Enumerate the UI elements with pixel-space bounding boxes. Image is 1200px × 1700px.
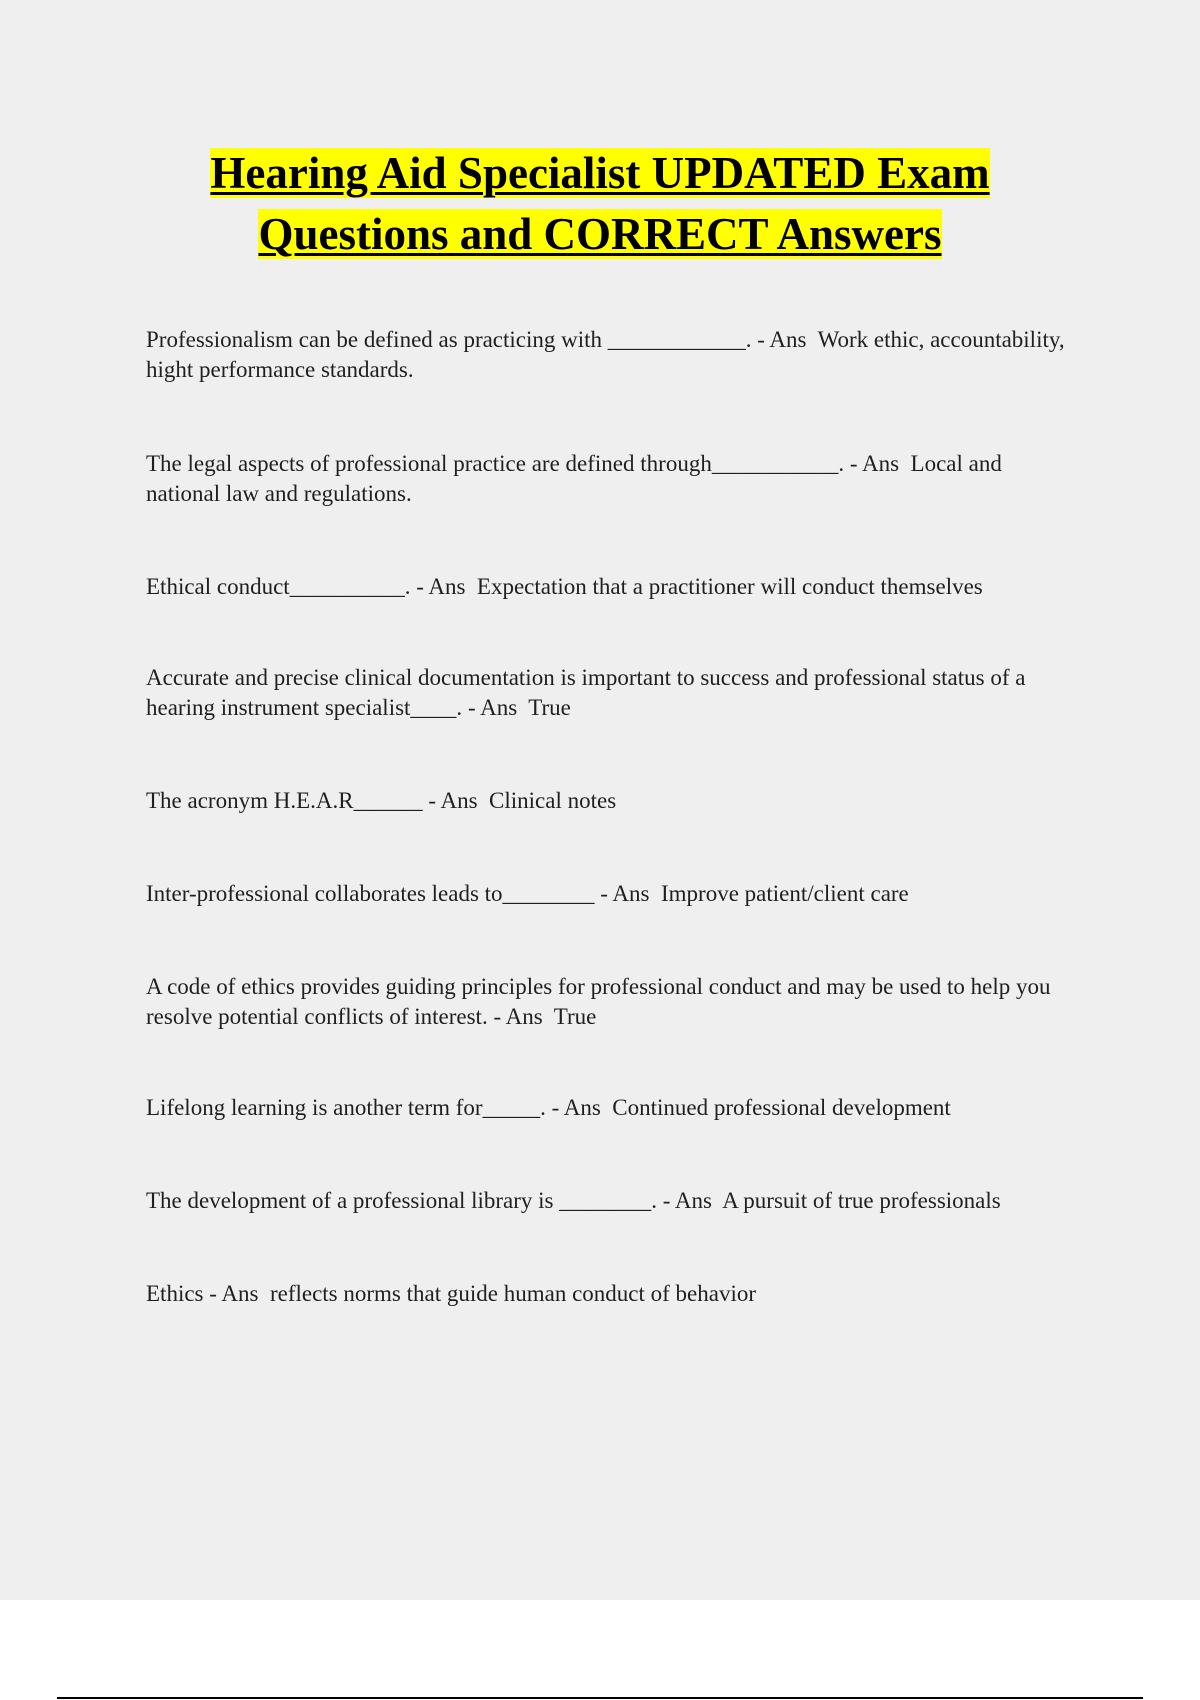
answer-separator: - Ans bbox=[751, 327, 818, 352]
qa-item bbox=[146, 786, 1076, 816]
qa-item bbox=[146, 325, 1076, 385]
answer-separator: - Ans bbox=[487, 1004, 554, 1029]
qa-item bbox=[146, 572, 1076, 602]
question-text: Ethical conduct__________. bbox=[146, 574, 411, 599]
answer-text: True bbox=[553, 1004, 597, 1029]
question-text: The acronym H.E.A.R______ bbox=[146, 788, 423, 813]
question-text: The development of a professional library is ________. bbox=[146, 1188, 657, 1213]
question-text: Inter-professional collaborates leads to________ bbox=[146, 881, 595, 906]
answer-text: Work ethic, accountability, hight performance standards. bbox=[146, 327, 1071, 382]
answer-text: Improve patient/client care bbox=[661, 881, 909, 906]
answer-text: Continued professional development bbox=[612, 1095, 951, 1120]
question-text: The legal aspects of professional practice are defined through___________. bbox=[146, 451, 845, 476]
answer-separator: - Ans bbox=[462, 695, 529, 720]
answer-text: Clinical notes bbox=[489, 788, 617, 813]
qa-item bbox=[146, 972, 1076, 1032]
question-text: Lifelong learning is another term for_____. bbox=[146, 1095, 546, 1120]
qa-item bbox=[146, 879, 1076, 909]
question-text: A code of ethics provides guiding principles for professional conduct and may be used to help you resolve potential conflicts of interest. bbox=[146, 974, 1057, 1029]
answer-separator: - Ans bbox=[203, 1281, 270, 1306]
answer-text: reflects norms that guide human conduct of behavior bbox=[269, 1281, 756, 1306]
qa-item bbox=[146, 449, 1076, 509]
answer-separator: - Ans bbox=[657, 1188, 723, 1213]
title-line-2: Questions and CORRECT Answers bbox=[258, 209, 942, 259]
question-text: Accurate and precise clinical documentation is important to success and professional status of a hearing instrument specialist____. bbox=[146, 665, 1032, 720]
answer-text: True bbox=[528, 695, 571, 720]
answer-text: Expectation that a practitioner will conduct themselves bbox=[476, 574, 983, 599]
title-line-1: Hearing Aid Specialist UPDATED Exam bbox=[210, 148, 990, 198]
question-text: Professionalism can be defined as practicing with ____________. bbox=[146, 327, 752, 352]
answer-separator: - Ans bbox=[410, 574, 477, 599]
qa-item bbox=[146, 1186, 1076, 1216]
question-text: Ethics bbox=[146, 1281, 204, 1306]
answer-separator: - Ans bbox=[545, 1095, 613, 1120]
qa-item bbox=[146, 1093, 1076, 1123]
answer-separator: - Ans bbox=[594, 881, 661, 906]
document-title bbox=[0, 143, 1200, 265]
qa-item bbox=[146, 1279, 1076, 1309]
answer-text: Local and national law and regulations. bbox=[146, 451, 1008, 506]
answer-separator: - Ans bbox=[844, 451, 911, 476]
answer-separator: - Ans bbox=[422, 788, 490, 813]
qa-item bbox=[146, 663, 1076, 723]
footer-rule bbox=[57, 1697, 1143, 1699]
answer-text: A pursuit of true professionals bbox=[722, 1188, 1001, 1213]
